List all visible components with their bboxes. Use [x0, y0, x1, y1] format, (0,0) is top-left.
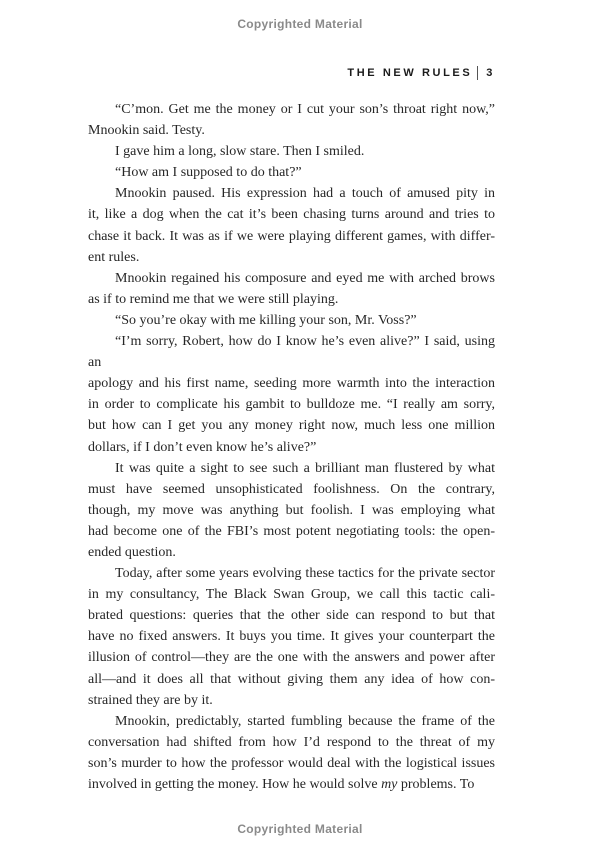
text-line: ended question. — [88, 544, 176, 560]
text-line: It was quite a sight to see such a brilliant man flustered by what — [115, 460, 495, 476]
text-line: I gave him a long, slow stare. Then I smiled. — [115, 144, 365, 160]
page-number: 3 — [486, 67, 495, 79]
text-line: all—and it does all that without giving them any idea of how con- — [88, 671, 495, 687]
text-line: in order to complicate his gambit to bulldoze me. “I really am sorry, — [88, 397, 495, 413]
text-line: have no fixed answers. It buys you time. It gives your counterpart the — [88, 629, 495, 645]
text-line: illusion of control—they are the one with the answers and power after — [88, 650, 495, 666]
text-line: “So you’re okay with me killing your son, Mr. Voss?” — [115, 312, 417, 328]
copyright-notice-bottom: Copyrighted Material — [237, 822, 363, 836]
text-line: Mnookin said. Testy. — [88, 123, 205, 139]
body-text — [88, 99, 495, 795]
running-header — [347, 66, 495, 80]
text-line: chase it back. It was as if we were playing different games, with differ- — [88, 228, 495, 244]
text-line: had become one of the FBI’s most potent negotiating tools: the open- — [88, 523, 495, 539]
text-line: son’s murder to how the professor would deal with the logistical issues — [88, 755, 495, 771]
text-line: strained they are by it. — [88, 692, 213, 708]
text-line: conversation had shifted from how I’d respond to the threat of my — [88, 734, 495, 750]
text-line: must have seemed unsophisticated foolishness. On the contrary, — [88, 481, 495, 497]
text-line: “I’m sorry, Robert, how do I know he’s even alive?” I said, using an — [88, 334, 495, 371]
text-line: Mnookin regained his composure and eyed me with arched brows — [115, 270, 495, 286]
text-line: apology and his first name, seeding more warmth into the interaction — [88, 376, 495, 392]
text-line: but how can I get you any money right now, much less one million — [88, 418, 495, 434]
text-line: ent rules. — [88, 249, 140, 265]
text-line: it, like a dog when the cat it’s been chasing turns around and tries to — [88, 207, 495, 223]
text-line: involved in getting the money. How he would solve my problems. To — [88, 777, 475, 792]
text-line: though, my move was anything but foolish. I was employing what — [88, 502, 495, 518]
copyright-notice-top: Copyrighted Material — [237, 17, 363, 31]
text-line: Mnookin, predictably, started fumbling because the frame of the — [115, 713, 495, 729]
text-line: brated questions: queries that the other side can respond to but that — [88, 608, 495, 624]
text-line: in my consultancy, The Black Swan Group, we call this tactic cali- — [88, 587, 495, 603]
text-line: Mnookin paused. His expression had a touch of amused pity in — [115, 186, 495, 202]
text-line: Today, after some years evolving these tactics for the private sector — [115, 566, 495, 582]
text-line: dollars, if I don’t even know he’s alive?” — [88, 439, 317, 455]
header-divider-bar — [477, 66, 478, 80]
text-line: “C’mon. Get me the money or I cut your son’s throat right now,” — [115, 102, 495, 117]
text-line: “How am I supposed to do that?” — [115, 165, 302, 181]
text-line: as if to remind me that we were still playing. — [88, 291, 339, 307]
chapter-title: THE NEW RULES — [347, 67, 473, 79]
